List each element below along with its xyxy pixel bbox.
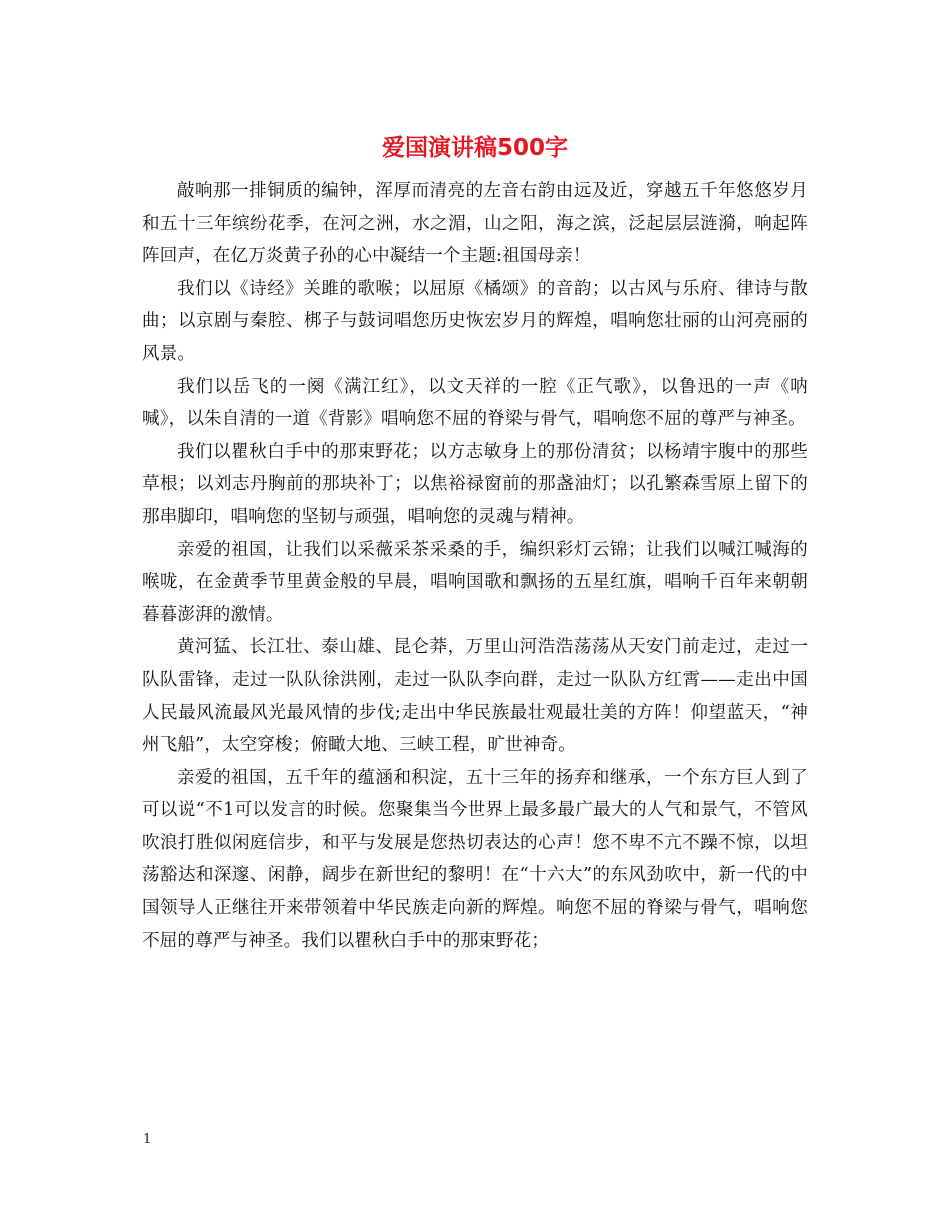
paragraph-4: 我们以瞿秋白手中的那束野花；以方志敏身上的那份清贫；以杨靖宇腹中的那些草根；以刘志丹胸前的那块补丁；以焦裕禄窗前的那盏油灯；以孔繁森雪原上留下的那串脚印，唱响您的坚韧与顽强，唱响您的灵魂与精神。	[142, 441, 808, 527]
paragraph-1: 敲响那一排铜质的编钟，浑厚而清亮的左音右韵由远及近，穿越五千年悠悠岁月和五十三年缤纷花季，在河之洲，水之湄，山之阳，海之滨，泛起层层涟漪，响起阵阵回声，在亿万炎黄子孙的心中凝结一个主题:祖国母亲！	[142, 181, 808, 267]
paragraph-5: 亲爱的祖国，让我们以采薇采茶采桑的手，编织彩灯云锦；让我们以喊江喊海的喉咙，在金黄季节里黄金般的早晨，唱响国歌和飘扬的五星红旗，唱响千百年来朝朝暮暮澎湃的激情。	[142, 539, 808, 625]
paragraph-7: 亲爱的祖国，五千年的蕴涵和积淀，五十三年的扬弃和继承，一个东方巨人到了可以说“不1可以发言的时候。您聚集当今世界上最多最广最大的人气和景气，不管风吹浪打胜似闲庭信步，和平与发展是您热切表达的心声！您不卑不亢不躁不惊，以坦荡豁达和深邃、闲静，阔步在新世纪的黎明！在“十六大”的东风劲吹中，新一代的中国领导人正继往开来带领着中华民族走向新的辉煌。响您不屈的脊梁与骨气，唱响您不屈的尊严与神圣。我们以瞿秋白手中的那束野花；	[142, 767, 808, 951]
paragraph-2: 我们以《诗经》关雎的歌喉；以屈原《橘颂》的音韵；以古风与乐府、律诗与散曲；以京剧与秦腔、梆子与鼓词唱您历史恢宏岁月的辉煌，唱响您壮丽的山河亮丽的风景。	[142, 278, 808, 364]
document-body	[142, 175, 808, 957]
paragraph-3: 我们以岳飞的一阕《满江红》，以文天祥的一腔《正气歌》，以鲁迅的一声《呐喊》，以朱自清的一道《背影》唱响您不屈的脊梁与骨气，唱响您不屈的尊严与神圣。	[142, 376, 808, 430]
paragraph-6: 黄河猛、长江壮、泰山雄、昆仑莽，万里山河浩浩荡荡从天安门前走过，走过一队队雷锋，走过一队队徐洪刚，走过一队队李向群，走过一队队方红霄——走出中国人民最风流最风光最风情的步伐;走出中华民族最壮观最壮美的方阵！仰望蓝天，“神州飞船”，太空穿梭；俯瞰大地、三峡工程，旷世神奇。	[142, 637, 808, 756]
document-title: 爱国演讲稿500字	[381, 135, 568, 161]
page-number: 1	[143, 1132, 152, 1147]
